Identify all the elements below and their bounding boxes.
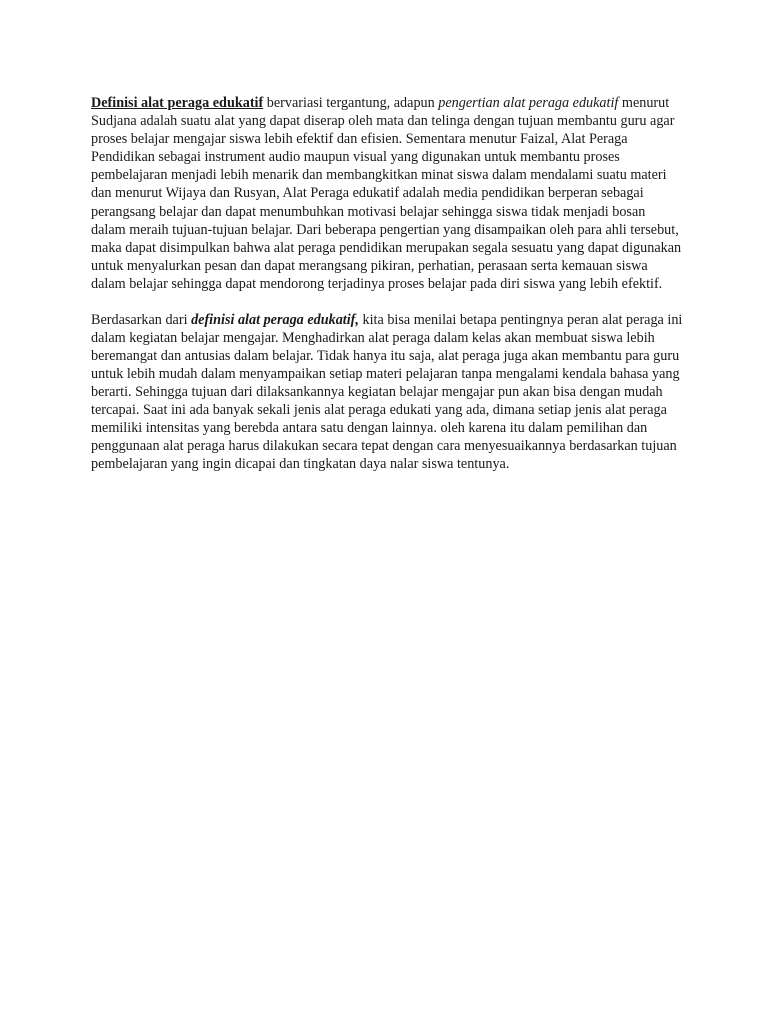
paragraph-2-bold-italic-phrase: definisi alat peraga edukatif, xyxy=(191,311,359,328)
document-body xyxy=(91,94,683,473)
paragraph-2-text-b: kita bisa menilai betapa pentingnya peran alat peraga ini dalam kegiatan belajar mengajar. Menghadirkan alat peraga dalam kelas akan membuat siswa lebih beremangat dan antusias dalam belajar. Tidak hanya itu saja, alat peraga juga akan membantu para guru untuk lebih mudah dalam menyampaikan setiap materi pelajaran tanpa mengalami kendala bahasa yang berarti. Sehingga tujuan dari dilaksankannya kegiatan belajar mengajar pun akan bisa dengan mudah tercapai. Saat ini ada banyak sekali jenis alat peraga edukati yang ada, dimana setiap jenis alat peraga memiliki intensitas yang berebda antara satu dengan lainnya. oleh karena itu dalam pemilihan dan penggunaan alat peraga harus dilakukan secara tepat dengan cara menyesuaikannya berdasarkan tujuan pembelajaran yang ingin dicapai dan tingkatan daya nalar siswa tentunya. xyxy=(91,311,683,473)
paragraph-1 xyxy=(91,94,683,293)
defined-term: Definisi alat peraga edukatif xyxy=(91,95,264,111)
paragraph-1-text-a: bervariasi tergantung, adapun xyxy=(263,95,439,111)
paragraph-2 xyxy=(91,311,683,474)
paragraph-1-italic-phrase: pengertian alat peraga edukatif xyxy=(438,95,619,111)
paragraph-1-text-b: menurut Sudjana adalah suatu alat yang dapat diserap oleh mata dan telinga dengan tujuan membantu guru agar proses belajar mengajar siswa lebih efektif dan efisien. Sementara menutur Faizal, Alat Peraga Pendidikan sebagai instrument audio maupun visual yang digunakan untuk membantu proses pembelajaran menjadi lebih menarik dan membangkitkan minat siswa dalam mendalami suatu materi dan menurut Wijaya dan Rusyan, Alat Peraga edukatif adalah media pendidikan berperan sebagai perangsang belajar dan dapat menumbuhkan motivasi belajar sehingga siswa tidak menjadi bosan dalam meraih tujuan-tujuan belajar. Dari beberapa pengertian yang disampaikan oleh para ahli tersebut, maka dapat disimpulkan bahwa alat peraga pendidikan merupakan segala sesuatu yang dapat digunakan untuk menyalurkan pesan dan dapat merangsang pikiran, perhatian, perasaan serta kemauan siswa dalam belajar sehingga dapat mendorong terjadinya proses belajar pada diri siswa yang lebih efektif. xyxy=(91,95,682,292)
paragraph-2-text-a: Berdasarkan dari xyxy=(91,311,192,328)
